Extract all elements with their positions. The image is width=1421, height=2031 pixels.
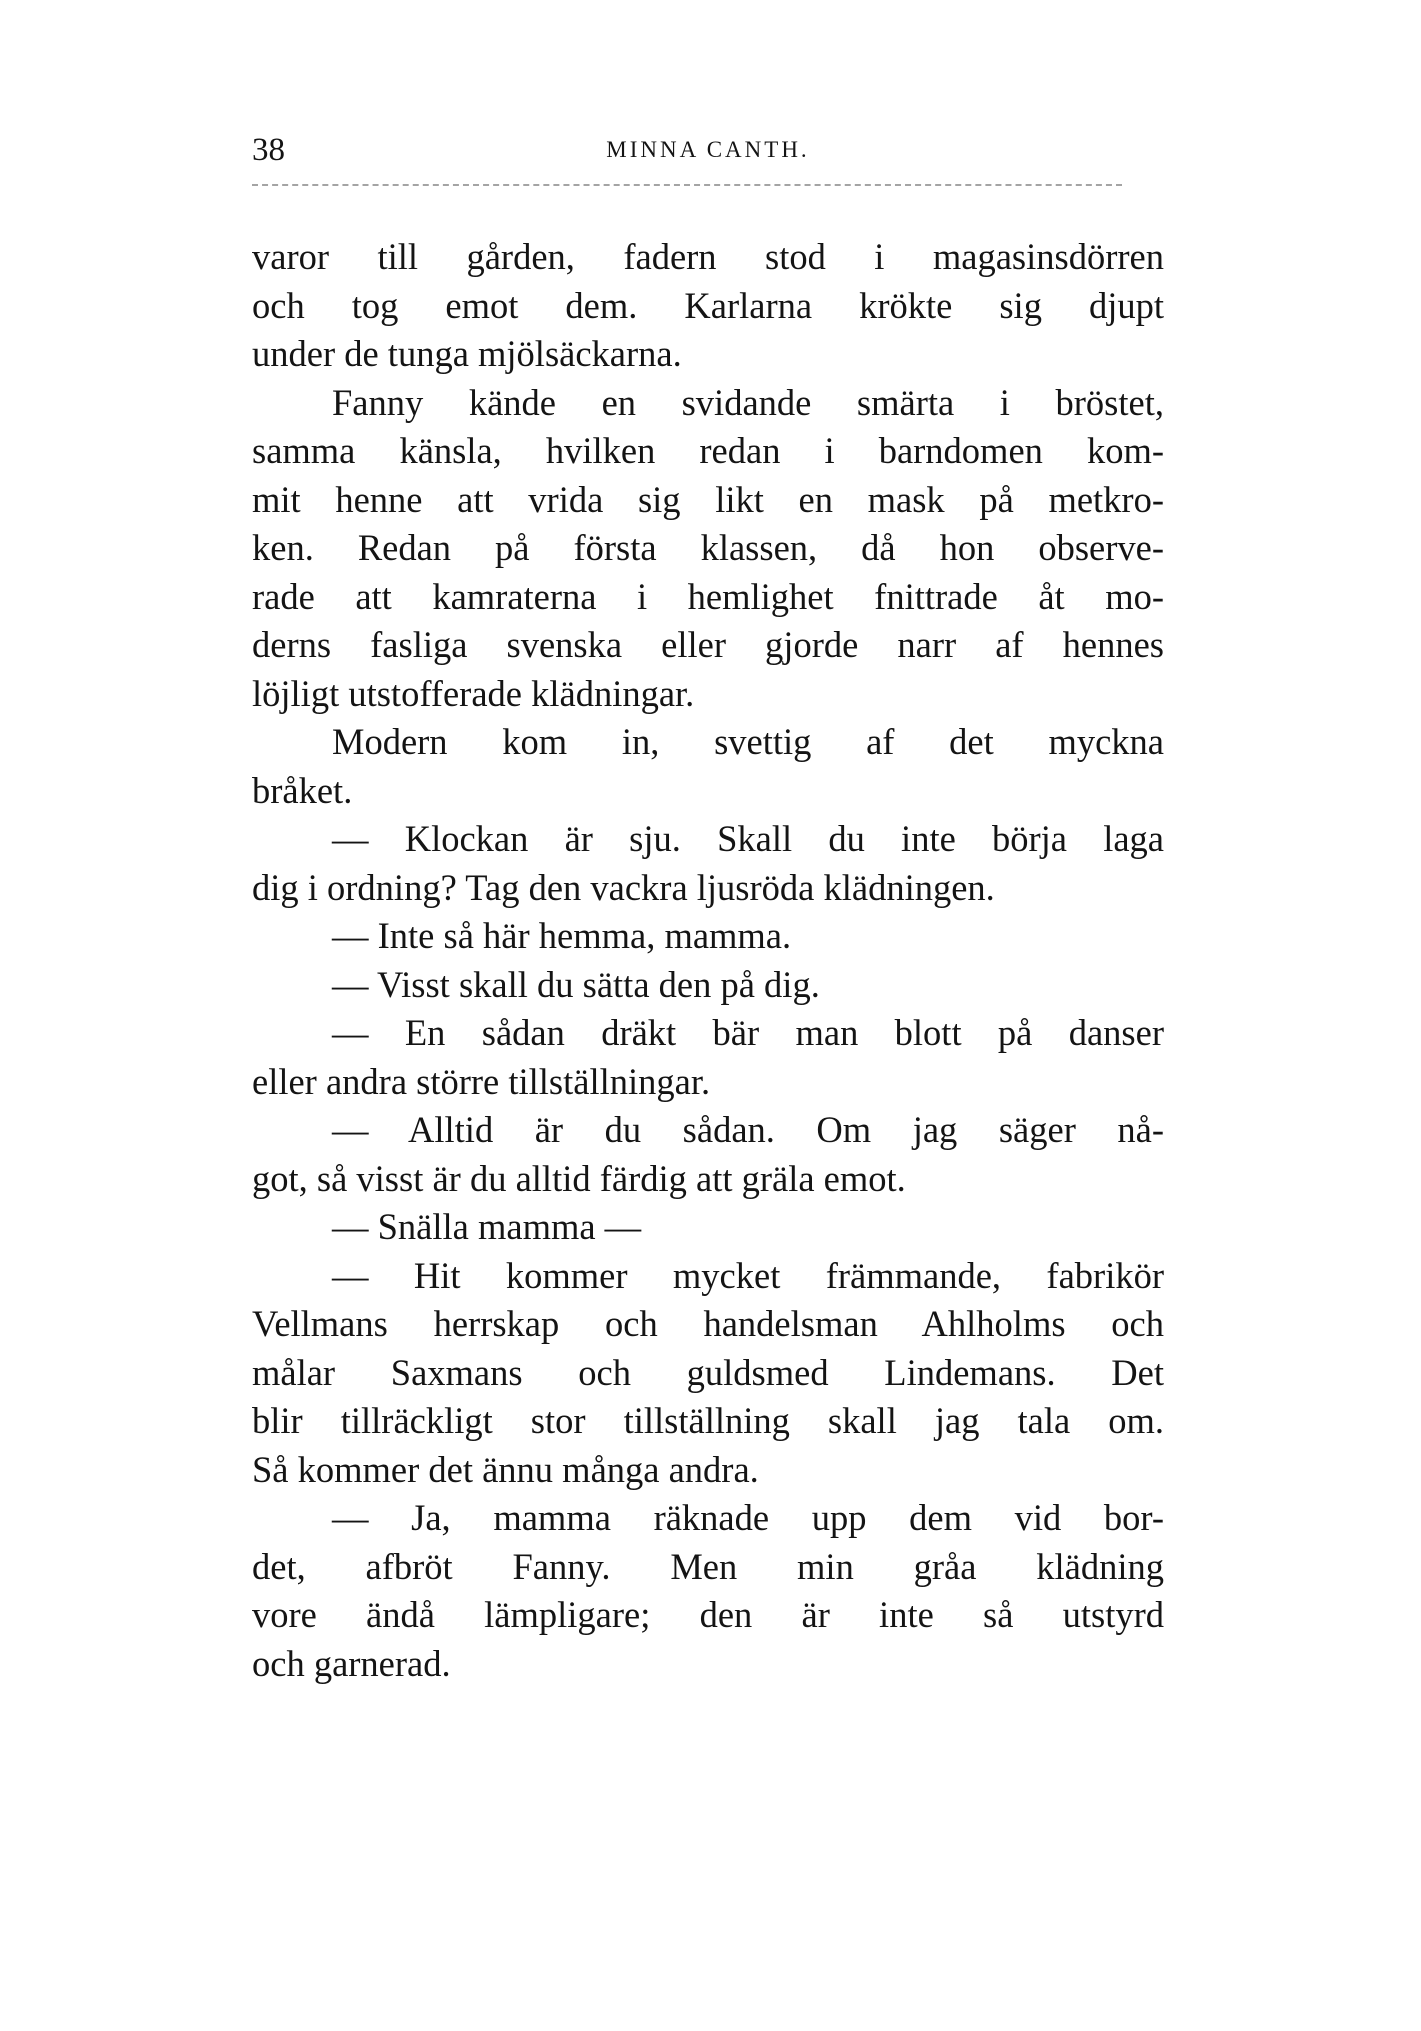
text-line: got, så visst är du alltid färdig att gräla emot. [252, 1157, 906, 1199]
text-line: — Inte så här hemma, mamma. [332, 915, 792, 956]
text-line: ken. Redan på första klassen, då hon observe- [252, 527, 1164, 568]
text-line: — Alltid är du sådan. Om jag säger nå- [332, 1109, 1164, 1150]
text-line: det, afbröt Fanny. Men min gråa klädning [252, 1545, 1164, 1587]
text-line: rade att kamraterna i hemlighet fnittrade åt mo- [252, 575, 1164, 617]
text-line: — Hit kommer mycket främmande, fabrikör [332, 1254, 1164, 1296]
text-line: vore ändå lämpligare; den är inte så utstyrd [252, 1594, 1164, 1635]
text-line: bråket. [252, 769, 353, 811]
text-line: Fanny kände en svidande smärta i bröstet, [332, 381, 1164, 423]
text-line: och garnerad. [252, 1642, 451, 1684]
text-line: eller andra större tillställningar. [252, 1060, 711, 1102]
body-text [252, 233, 1164, 1688]
page-header [252, 128, 1164, 172]
text-line: målar Saxmans och guldsmed Lindemans. Det [252, 1351, 1164, 1393]
text-line: Modern kom in, svettig af det myckna [332, 721, 1164, 762]
text-line: derns fasliga svenska eller gjorde narr af hennes [252, 624, 1164, 665]
text-line: — Ja, mamma räknade upp dem vid bor- [332, 1497, 1164, 1538]
text-line: — Visst skall du sätta den på dig. [332, 963, 820, 1005]
text-line: Vellmans herrskap och handelsman Ahlholms och [252, 1303, 1164, 1344]
text-line: dig i ordning? Tag den vackra ljusröda klädningen. [252, 866, 995, 908]
text-line: Så kommer det ännu många andra. [252, 1448, 759, 1490]
text-line: och tog emot dem. Karlarna krökte sig djupt [252, 284, 1164, 326]
text-line: — Snälla mamma — [332, 1206, 642, 1247]
text-line: blir tillräckligt stor tillställning skall jag tala om. [252, 1400, 1164, 1441]
header-rule [252, 184, 1122, 186]
text-line: varor till gården, fadern stod i magasinsdörren [252, 236, 1164, 277]
page-number: 38 [252, 132, 285, 168]
text-line: under de tunga mjölsäckarna. [252, 333, 682, 374]
text-line: löjligt utstofferade klädningar. [252, 672, 695, 714]
running-head: MINNA CANTH. [606, 137, 810, 162]
text-line: — Klockan är sju. Skall du inte börja laga [332, 818, 1164, 859]
text-line: mit henne att vrida sig likt en mask på metkro- [252, 478, 1164, 520]
text-line: — En sådan dräkt bär man blott på danser [332, 1012, 1164, 1053]
text-line: samma känsla, hvilken redan i barndomen kom- [252, 430, 1164, 471]
